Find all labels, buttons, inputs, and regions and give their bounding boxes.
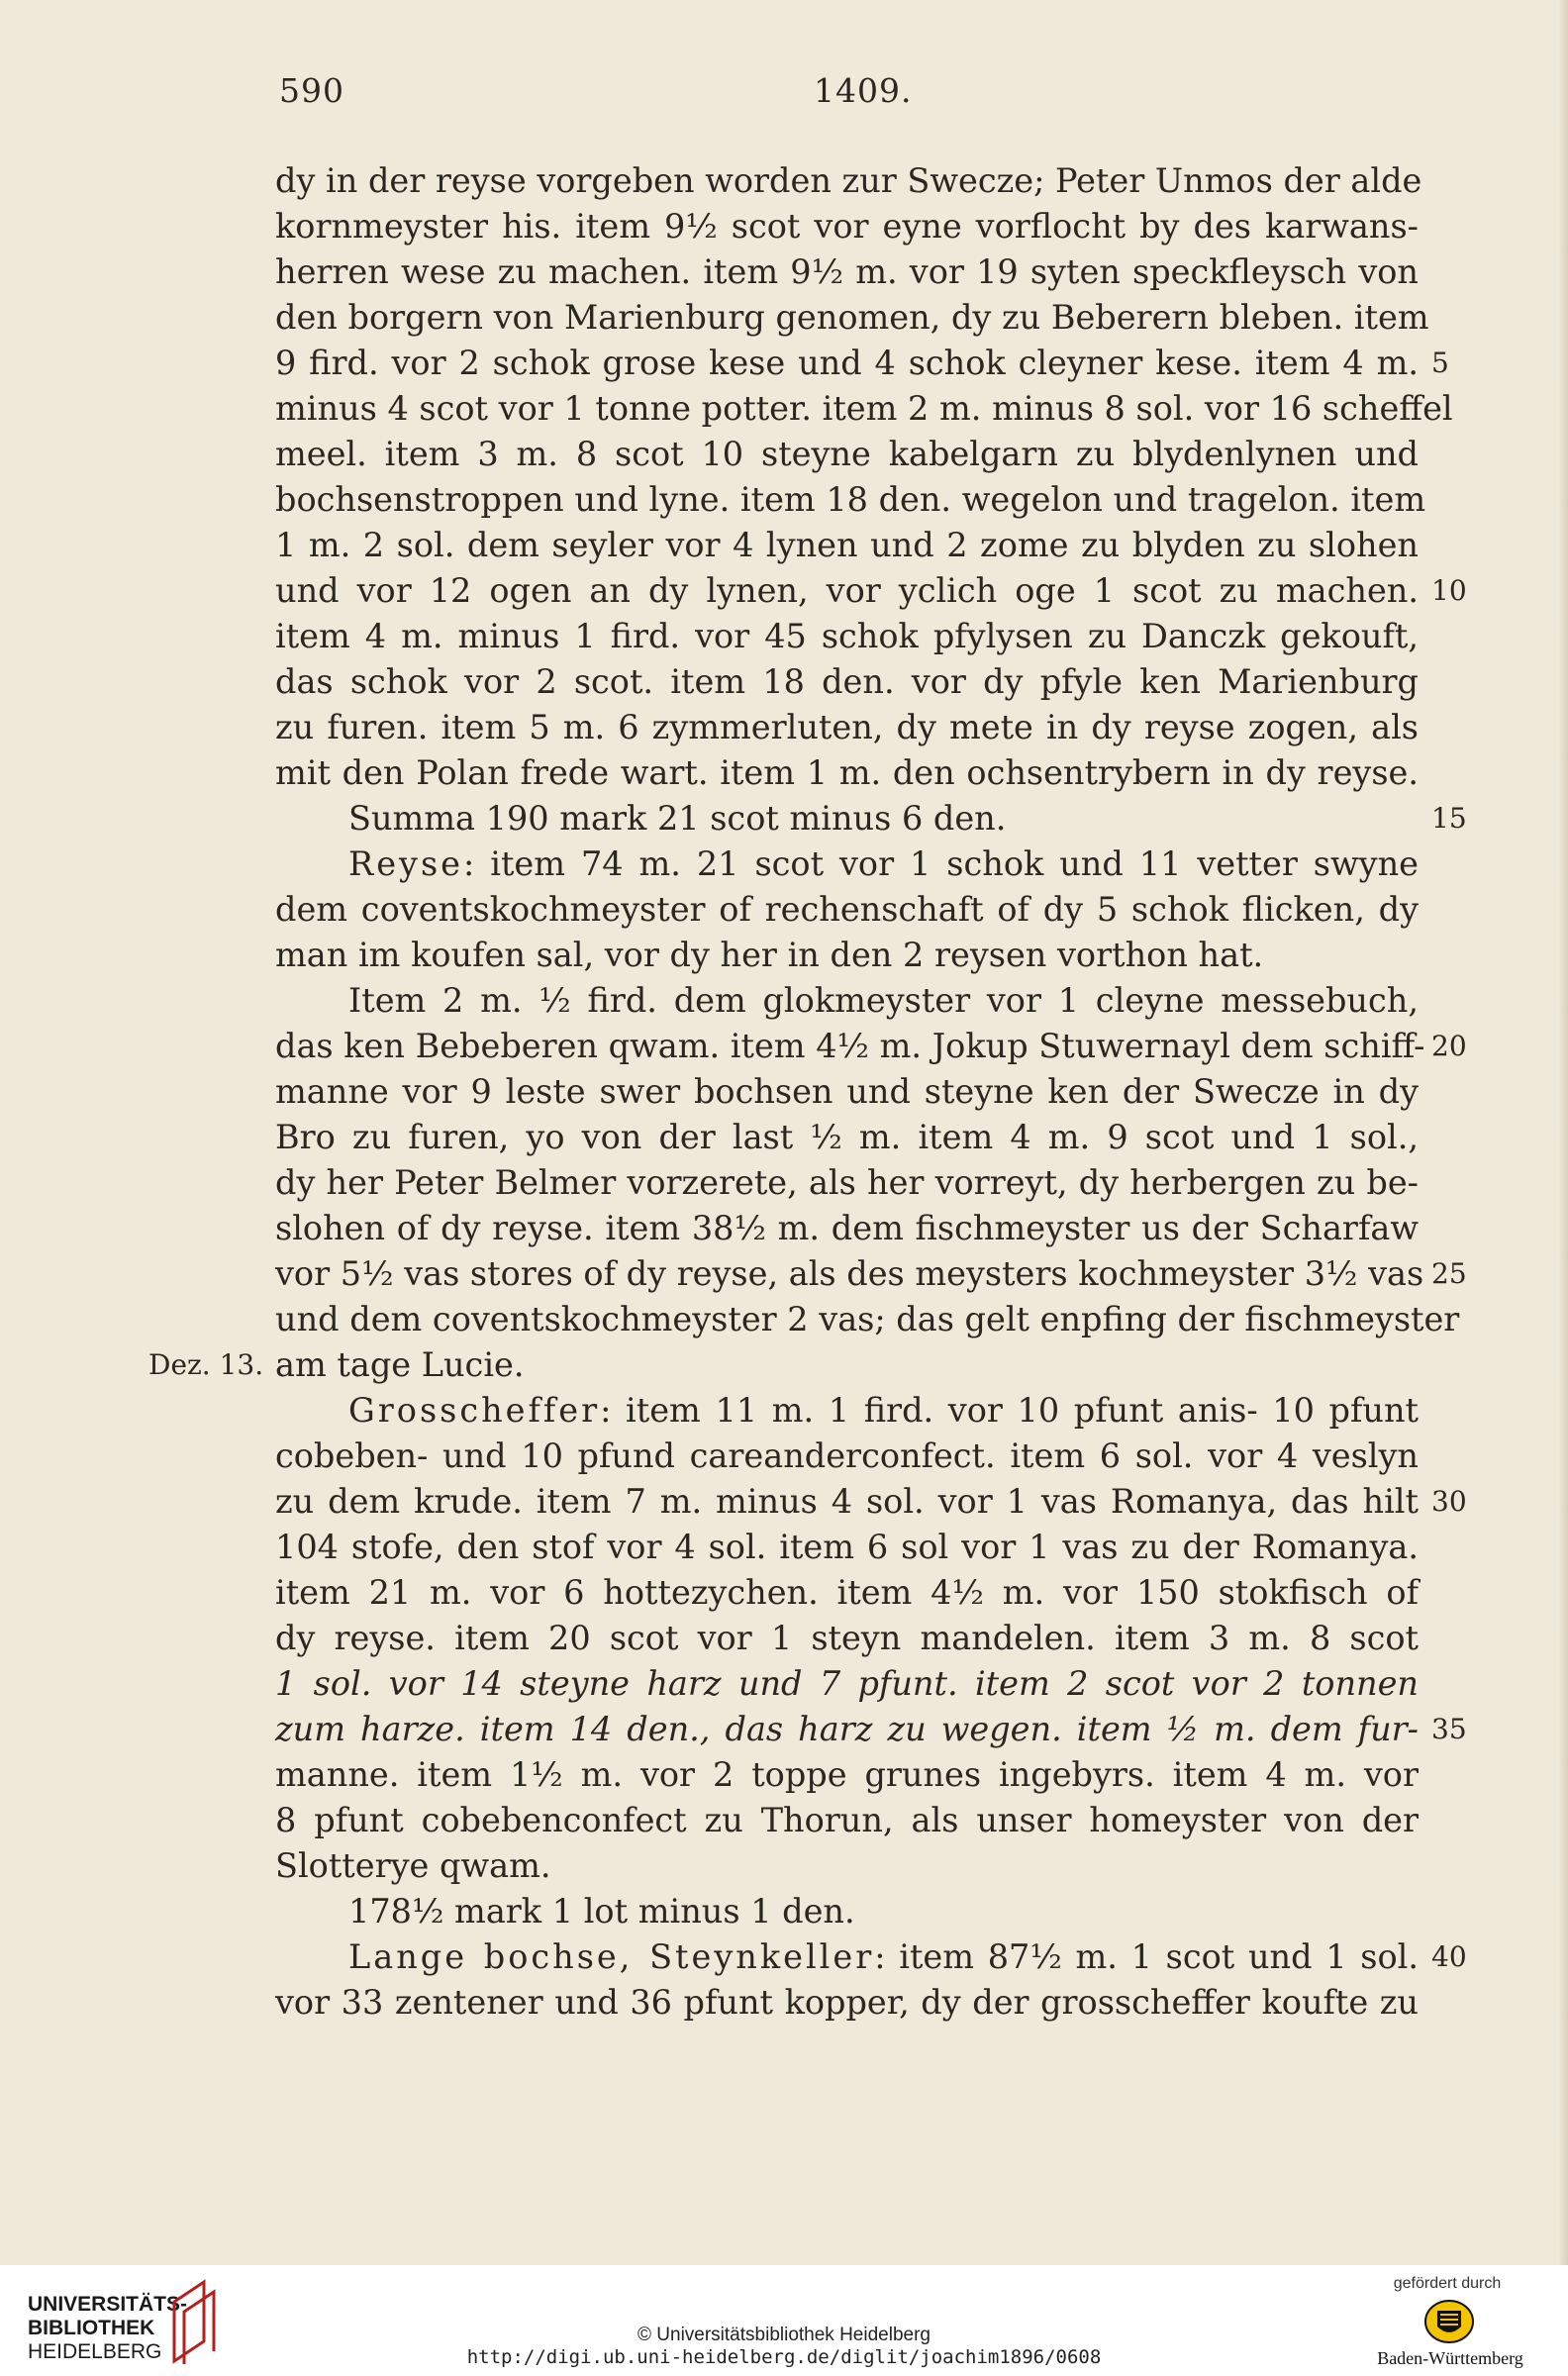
line-number: 20 [1431,1030,1467,1062]
text-line: 9 fird. vor 2 schok grose kese und 4 schok cleyner kese. item 4 m. [275,344,1419,382]
source-url-link[interactable]: http://digi.ub.uni-heidelberg.de/diglit/joachim1896/0608 [466,2346,1102,2368]
line-number: 40 [1431,1940,1467,1973]
text-line: 104 stofe, den stof vor 4 sol. item 6 sol vor 1 vas zu der Romanya. [275,1528,1419,1566]
footer-bar [0,2265,1568,2376]
text-line: dy reyse. item 20 scot vor 1 steyn mandelen. item 3 m. 8 scot [275,1619,1419,1657]
text-line: bochsenstroppen und lyne. item 18 den. wegelon und tragelon. item [275,480,1426,519]
page-number: 590 [279,71,344,110]
line-number: 25 [1431,1257,1467,1290]
page-edge-shadow [1558,0,1568,2265]
text-line: vor 33 zentener und 36 pfunt kopper, dy der grosscheffer koufte zu [275,1983,1419,2022]
text-line: meel. item 3 m. 8 scot 10 steyne kabelgarn zu blydenlynen und [275,435,1419,473]
text-line: das ken Bebeberen qwam. item 4½ m. Jokup Stuwernayl dem schiff- [275,1027,1425,1065]
text-line: minus 4 scot vor 1 tonne potter. item 2 m. minus 8 sol. vor 16 scheffel [275,389,1453,428]
text-line: kornmeyster his. item 9½ scot vor eyne vorflocht by des karwans- [275,207,1419,246]
italic-text-line: zum harze. item 14 den., das harz zu wegen. item ½ m. dem fur- [275,1710,1419,1748]
summa-line: Summa 190 mark 21 scot minus 6 den. [348,799,1007,838]
text-line: zu dem krude. item 7 m. minus 4 sol. vor 1 vas Romanya, das hilt [275,1482,1419,1521]
library-name-line: HEIDELBERG [28,2340,162,2363]
section-heading: Grosscheffer [348,1391,601,1430]
text-line: und dem coventskochmeyster 2 vas; das gelt enpfing der fischmeyster [275,1300,1460,1338]
text-line: mit den Polan frede wart. item 1 m. den ochsentrybern in dy reyse. [275,753,1419,792]
italic-text-line: 1 sol. vor 14 steyne harz und 7 pfunt. item 2 scot vor 2 tonnen [275,1664,1419,1703]
text-line: zu furen. item 5 m. 6 zymmerluten, dy mete in dy reyse zogen, als [275,708,1419,746]
text-line: 8 pfunt cobebenconfect zu Thorun, als unser homeyster von der [275,1801,1419,1839]
text-line: Slotterye qwam. [275,1846,551,1885]
text-line: dy her Peter Belmer vorzerete, als her vorreyt, dy herbergen zu be- [275,1163,1419,1202]
text-line: den borgern von Marienburg genomen, dy zu Beberern bleben. item [275,298,1429,337]
line-number: 30 [1431,1485,1467,1518]
section-heading: Lange bochse, Steynkeller [348,1937,875,1976]
line-number: 15 [1431,802,1467,835]
text-line: manne vor 9 leste swer bochsen und steyne ken der Swecze in dy [275,1072,1419,1111]
line-number: 5 [1431,346,1449,379]
section-heading: Reyse [348,844,463,883]
copyright-text: © Universitätsbibliothek Heidelberg [637,2325,931,2345]
text-line: und vor 12 ogen an dy lynen, vor yclich oge 1 scot zu machen. [275,571,1419,610]
summa-line: 178½ mark 1 lot minus 1 den. [348,1892,855,1930]
text-line: das schok vor 2 scot. item 18 den. vor dy pfyle ken Marienburg [275,662,1419,701]
text-line: item 4 m. minus 1 fird. vor 45 schok pfylysen zu Danczk gekouft, [275,617,1419,655]
state-name: Baden-Württemberg [1377,2348,1523,2368]
section-heading-line: Lange bochse, Steynkeller: item 87½ m. 1 scot und 1 sol. [348,1937,1419,1976]
text-line: am tage Lucie. [275,1345,525,1384]
margin-date-note: Dez. 13. [148,1348,264,1381]
section-heading-line: Reyse: item 74 m. 21 scot vor 1 schok und 11 vetter swyne [348,844,1419,883]
text-line: dy in der reyse vorgeben worden zur Swecze; Peter Unmos der alde [275,161,1422,200]
text-line: herren wese zu machen. item 9½ m. vor 19 syten speckfleysch von [275,252,1419,291]
text-line: Bro zu furen, yo von der last ½ m. item 4 m. 9 scot und 1 sol., [275,1118,1419,1156]
funded-by-label: gefördert durch [1393,2275,1502,2292]
text-line: vor 5½ vas stores of dy reyse, als des meysters kochmeyster 3½ vas [275,1254,1424,1293]
section-heading-line: Grosscheffer: item 11 m. 1 fird. vor 10 pfunt anis- 10 pfunt [348,1391,1419,1430]
running-head-year: 1409. [814,71,913,110]
text-line: manne. item 1½ m. vor 2 toppe grunes ingebyrs. item 4 m. vor [275,1755,1419,1794]
coat-of-arms-icon [1423,2299,1475,2344]
library-name-line: BIBLIOTHEK [28,2317,155,2339]
text-line: man im koufen sal, vor dy her in den 2 reysen vorthon hat. [275,936,1264,974]
text-line: dem coventskochmeyster of rechenschaft of dy 5 schok flicken, dy [275,890,1419,929]
line-number: 10 [1431,574,1467,607]
line-number: 35 [1431,1713,1467,1745]
text-line: Item 2 m. ½ fird. dem glokmeyster vor 1 cleyne messebuch, [348,981,1419,1020]
library-name-line: UNIVERSITÄTS- [28,2293,188,2316]
text-line: 1 m. 2 sol. dem seyler vor 4 lynen und 2 zome zu blyden zu slohen [275,526,1419,564]
text-line: slohen of dy reyse. item 38½ m. dem fischmeyster us der Scharfaw [275,1209,1419,1247]
text-line: cobeben- und 10 pfund careanderconfect. item 6 sol. vor 4 veslyn [275,1436,1419,1475]
text-line: item 21 m. vor 6 hottezychen. item 4½ m. vor 150 stokfisch of [275,1573,1419,1612]
